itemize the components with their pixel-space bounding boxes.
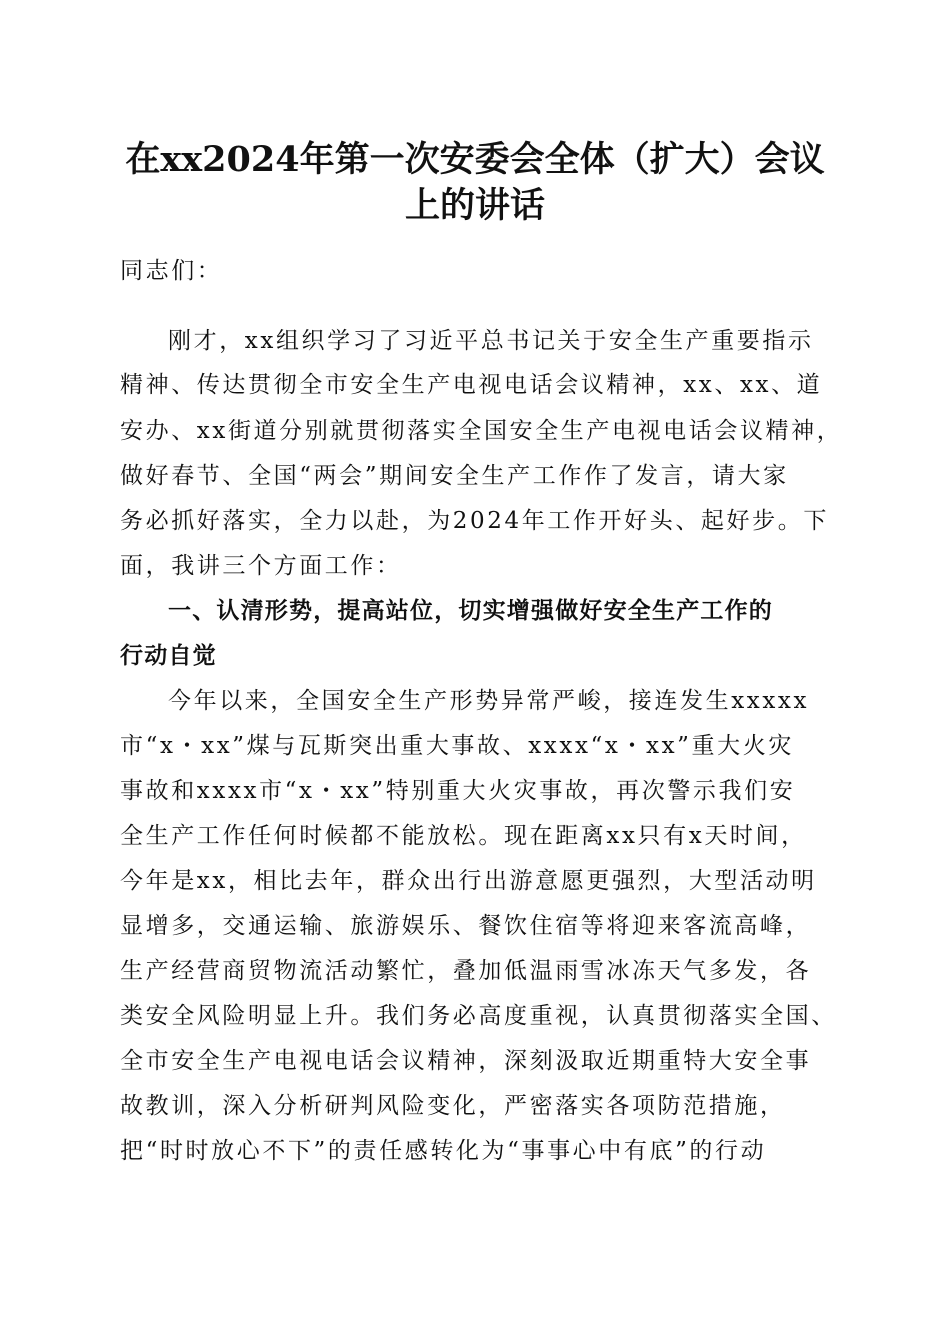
section-1-body-line-1: 今年以来，全国安全生产形势异常严峻，接连发生xxxxx: [168, 688, 810, 714]
document-title-line-1: 在xx2024年第一次安委会全体（扩大）会议: [125, 139, 825, 180]
intro-line-6: 面，我讲三个方面工作：: [120, 553, 402, 579]
intro-line-5: 务必抓好落实，全力以赴，为2024年工作开好头、起好步。下: [120, 508, 829, 534]
section-1-body-line-7: 生产经营商贸物流活动繁忙，叠加低温雨雪冰冻天气多发，各: [120, 958, 812, 984]
section-1-body-line-6: 显增多，交通运输、旅游娱乐、餐饮住宿等将迎来客流高峰，: [120, 913, 812, 939]
section-1-heading-line-1: 一、认清形势，提高站位，切实增强做好安全生产工作的: [168, 598, 773, 624]
salutation: 同志们：: [120, 258, 223, 284]
section-1-body-line-4: 全生产工作任何时候都不能放松。现在距离xx只有x天时间，: [120, 823, 807, 849]
section-1-body-line-10: 故教训，深入分析研判风险变化，严密落实各项防范措施，: [120, 1093, 786, 1119]
section-1-body-line-11: 把“时时放心不下”的责任感转化为“事事心中有底”的行动: [120, 1138, 767, 1164]
section-1-body-line-8: 类安全风险明显上升。我们务必高度重视，认真贯彻落实全国、: [120, 1003, 837, 1029]
section-1-body-line-2: 市“x・xx”煤与瓦斯突出重大事故、xxxx“x・xx”重大火灾: [120, 733, 794, 759]
intro-line-3: 安办、xx街道分别就贯彻落实全国安全生产电视电话会议精神，: [120, 418, 843, 444]
intro-line-4: 做好春节、全国“两会”期间安全生产工作作了发言，请大家: [120, 463, 789, 489]
intro-line-2: 精神、传达贯彻全市安全生产电视电话会议精神，xx、xx、道: [120, 372, 823, 398]
section-1-heading-line-2: 行动自觉: [120, 643, 217, 669]
document-title-line-2: 上的讲话: [404, 185, 545, 226]
section-1-body-line-3: 事故和xxxx市“x・xx”特别重大火灾事故，再次警示我们安: [120, 778, 796, 804]
intro-line-1: 刚才，xx组织学习了习近平总书记关于安全生产重要指示: [168, 328, 814, 354]
section-1-body-line-9: 全市安全生产电视电话会议精神，深刻汲取近期重特大安全事: [120, 1048, 812, 1074]
section-1-body-line-5: 今年是xx，相比去年，群众出行出游意愿更强烈，大型活动明: [120, 868, 817, 894]
